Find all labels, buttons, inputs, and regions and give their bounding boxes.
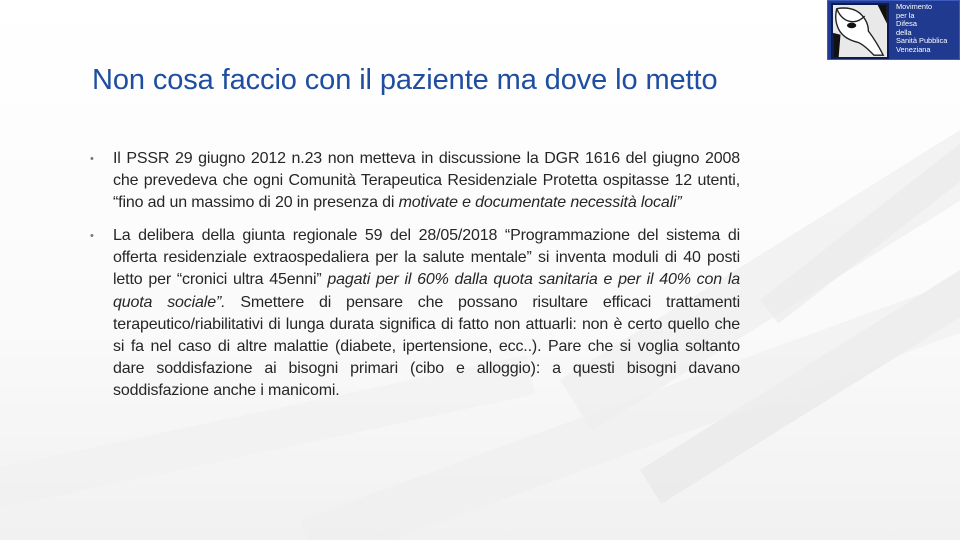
background-stripe xyxy=(760,54,960,324)
bullet-text-segment: La delibera della giunta regionale 59 del 28/05/2018 “Programmazione del sistema di offerta residenziale extraospedaliera per la salute mentale” si inventa moduli di 40 posti letto per “cronici ultra 45enni” xyxy=(113,227,740,289)
bullet-icon: • xyxy=(90,153,94,165)
bullet-list xyxy=(90,148,740,413)
venetian-mask-icon xyxy=(831,3,889,59)
slide-title: Non cosa faccio con il paziente ma dove lo metto xyxy=(92,64,718,96)
bullet-item xyxy=(90,148,740,214)
bullet-text-italic-segment: motivate e documentate necessità locali” xyxy=(398,194,682,212)
venetian-mask-icon-graphic xyxy=(833,5,887,57)
bullet-text xyxy=(113,148,740,214)
bullet-icon: • xyxy=(90,230,94,243)
bullet-item xyxy=(90,225,740,402)
bullet-text-segment: Il PSSR 29 giugno 2012 n.23 non metteva in discussione la DGR 1616 del giugno 2008 che prevedeva che ogni Comunità Terapeutica Residenziale Protetta ospitasse 12 utenti, “fino ad un massimo di 20 in presenza di xyxy=(113,150,740,212)
bullet-text-segment: Smettere di pensare che possano risultare efficaci trattamenti terapeutico/riabilitativi di lunga durata significa di fatto non attuarli: non è certo quello che si fa nel caso di altre malattie (diabete, ipertensione, ecc..). Pare che si voglia soltanto dare soddisfazione ai bisogni primari (cibo e alloggio): a questi bisogni davano soddisfazione anche i manicomi. xyxy=(113,293,740,399)
bullet-text-italic-segment: pagati per il 60% dalla quota sanitaria e per il 40% con la quota sociale”. xyxy=(113,271,740,311)
logo-text: Movimento per la Difesa della Sanità Pubblica Veneziana xyxy=(896,2,948,54)
bullet-text xyxy=(113,225,740,402)
organization-logo xyxy=(827,0,960,60)
